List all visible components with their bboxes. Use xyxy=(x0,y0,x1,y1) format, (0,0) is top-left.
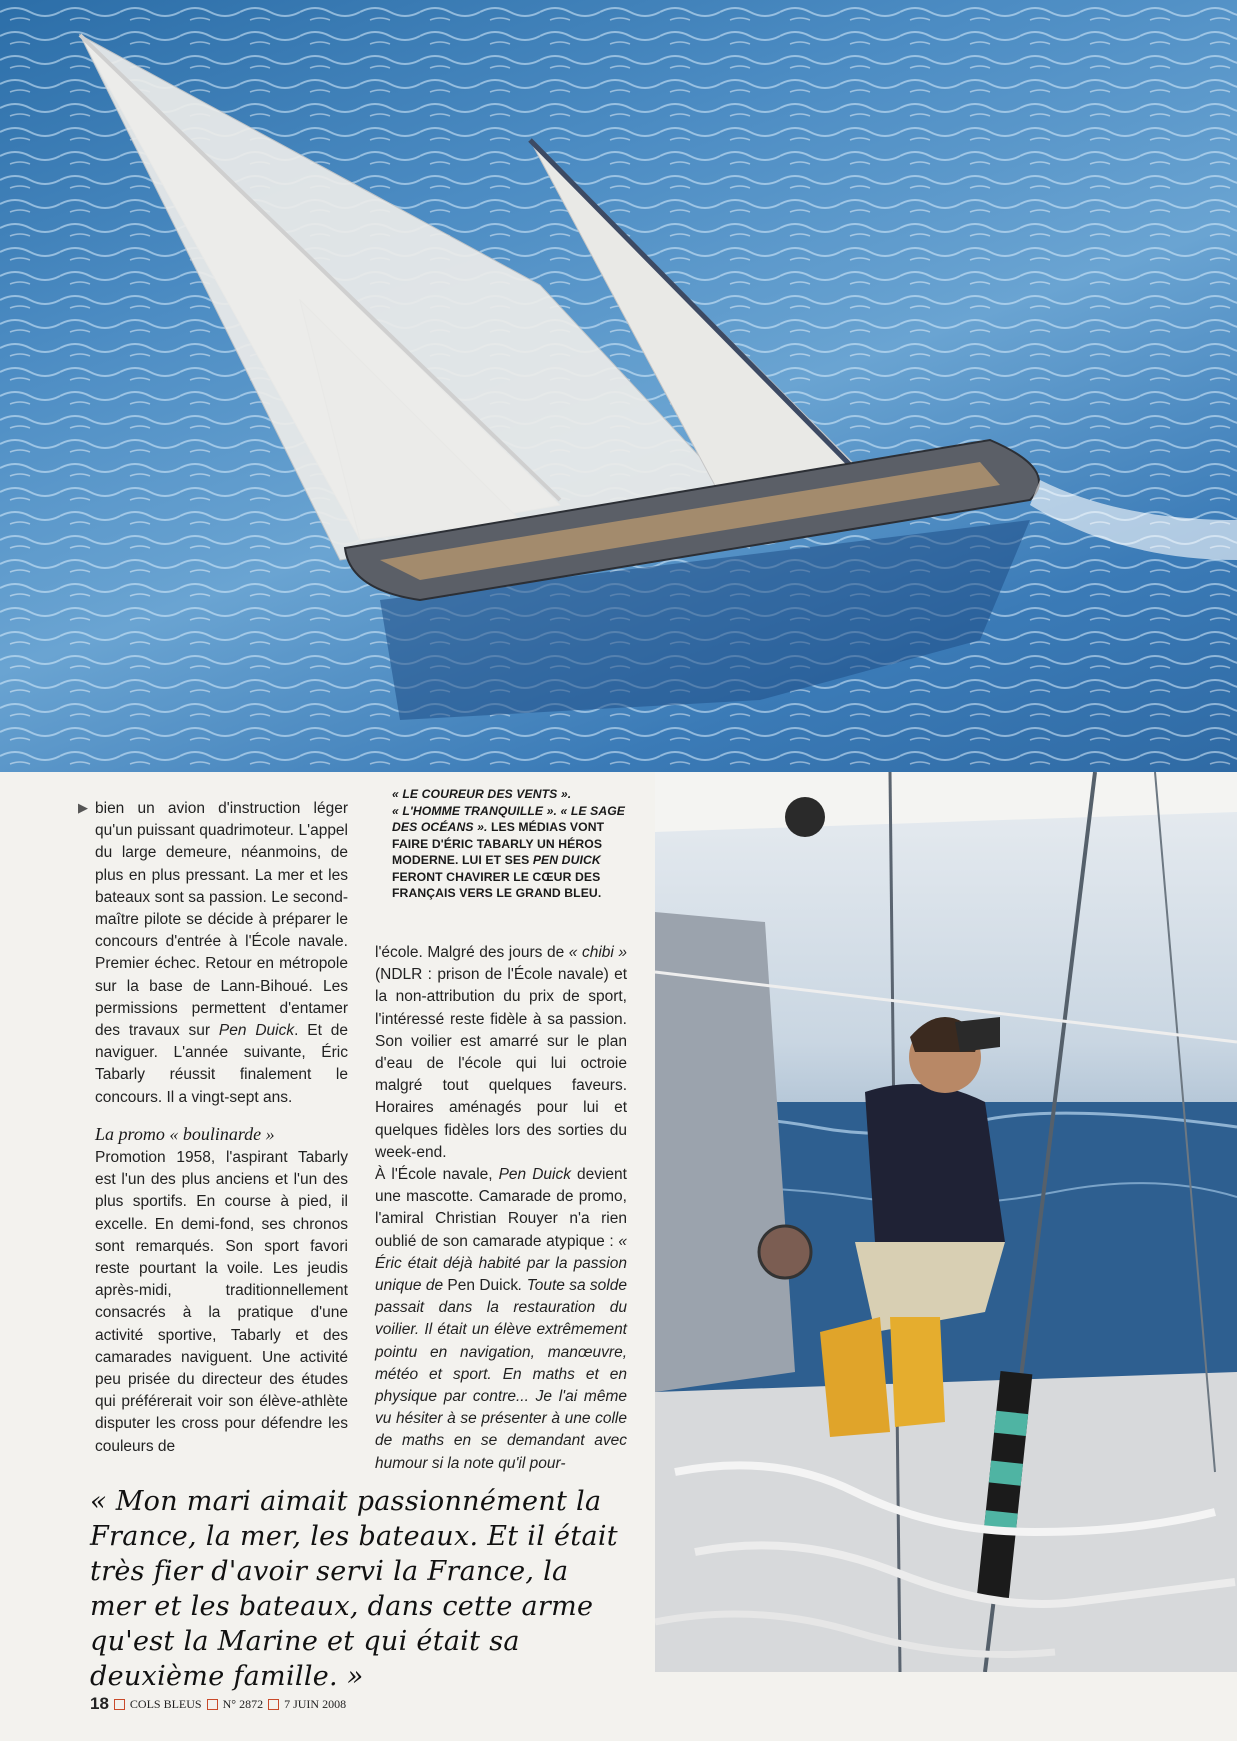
paragraph-text: devient une mascotte. Camarade de promo, l'amiral Christian Rouyer n'a rien oublié de son camarade atypique : xyxy=(375,1166,627,1250)
page-number: 18 xyxy=(90,1694,109,1713)
pull-quote-line: FERONT CHAVIRER LE CŒUR DES FRANÇAIS VERS LE GRAND BLEU. xyxy=(392,869,602,900)
paragraph xyxy=(375,942,627,1164)
issue-date: 7 JUIN 2008 xyxy=(284,1696,347,1711)
boat-name: PEN DUICK xyxy=(532,853,601,867)
page-footer xyxy=(90,1694,346,1714)
emphasis-text: « chibi » xyxy=(568,944,627,961)
quote-text: « Éric était déjà habité par la passion unique de xyxy=(375,1232,627,1295)
column-middle xyxy=(375,942,627,1475)
pull-quote-line: LES MÉDIAS VONT FAIRE D'ÉRIC TABARLY UN HÉROS MODERNE. LUI ET SES xyxy=(392,820,605,867)
square-bullet-icon xyxy=(268,1699,279,1710)
paragraph-text: . Et de naviguer. L'année suivante, Éric Tabarly réussit finalement le concours. Il a vingt-sept ans. xyxy=(95,1022,348,1106)
boat-name: Pen Duick xyxy=(218,1022,295,1040)
paragraph-text: l'école. Malgré des jours de xyxy=(375,944,569,961)
square-bullet-icon xyxy=(207,1699,218,1710)
square-bullet-icon xyxy=(114,1699,125,1710)
continuation-arrow-icon: ▶ xyxy=(78,800,88,815)
paragraph-text: À l'École navale, xyxy=(375,1166,499,1184)
sailor-with-sextant-photo xyxy=(655,772,1237,1672)
sailboat-aerial-photo xyxy=(0,0,1237,772)
pull-quote-line: « LE COUREUR DES VENTS ». xyxy=(392,787,572,801)
pull-quote-line: « L'HOMME TRANQUILLE ». « LE SAGE DES OCÉANS ». xyxy=(392,803,626,834)
paragraph xyxy=(95,798,348,1109)
pull-quote-small xyxy=(392,786,637,902)
magazine-name: COLS BLEUS xyxy=(129,1696,202,1711)
issue-number: N° 2872 xyxy=(222,1696,264,1711)
paragraph-text: bien un avion d'instruction léger qu'un puissant quadrimoteur. L'appel du large demeure, néanmoins, de plus en plus pressant. La mer et les bateaux sont sa passion. Le second-maître pilote se décide à préparer le concours d'entrée à l'École navale. Premier échec. Retour en métropole sur la base de Lann-Bihoué. Les permissions permettent d'entamer des travaux sur xyxy=(95,800,348,1040)
quote-text: . Toute sa solde passait dans la restauration du voilier. Il était un élève extrêmement pointu en navigation, manœuvre, météo et sport. En maths et en physique par contre... Je l'ai même vu hésiter à se présenter à une colle de maths en se demandant avec humour si la note qu'il pour- xyxy=(375,1277,627,1472)
column-left xyxy=(95,798,348,1458)
paragraph xyxy=(375,1164,627,1475)
boat-name: Pen Duick xyxy=(447,1277,519,1295)
boat-name: Pen Duick xyxy=(498,1166,571,1184)
paragraph: Promotion 1958, l'aspirant Tabarly est l'un des plus anciens et l'un des plus sportifs. En course à pied, il excelle. En demi-fond, ses chronos sont remarqués. Son sport favori reste pourtant la voile. Les jeudis après-midi, traditionnellement consacrés à la pratique d'une activité sportive, Tabarly et des camarades naviguent. Une activité peu prisée du directeur des études qui préférerait voir son élève-athlète disputer les cross pour défendre les couleurs de xyxy=(95,1149,348,1455)
section-subheading: La promo « boulinarde » xyxy=(95,1123,275,1144)
big-pull-quote: « Mon mari aimait passionnément la France, la mer, les bateaux. Et il était très fier d'avoir servi la France, la mer et les bateaux, dans cette arme qu'est la Marine et qui était sa deuxième famille. » xyxy=(90,1486,618,1692)
paragraph-text: (NDLR : prison de l'École navale) et la non-attribution du prix de sport, l'intéressé reste fidèle à sa passion. Son voilier est amarré sur le plan d'eau de l'école qui lui octroie malgré tout quelques faveurs. Horaires aménagés pour lui et quelques fidèles lors des sorties du week-end. xyxy=(375,966,627,1161)
